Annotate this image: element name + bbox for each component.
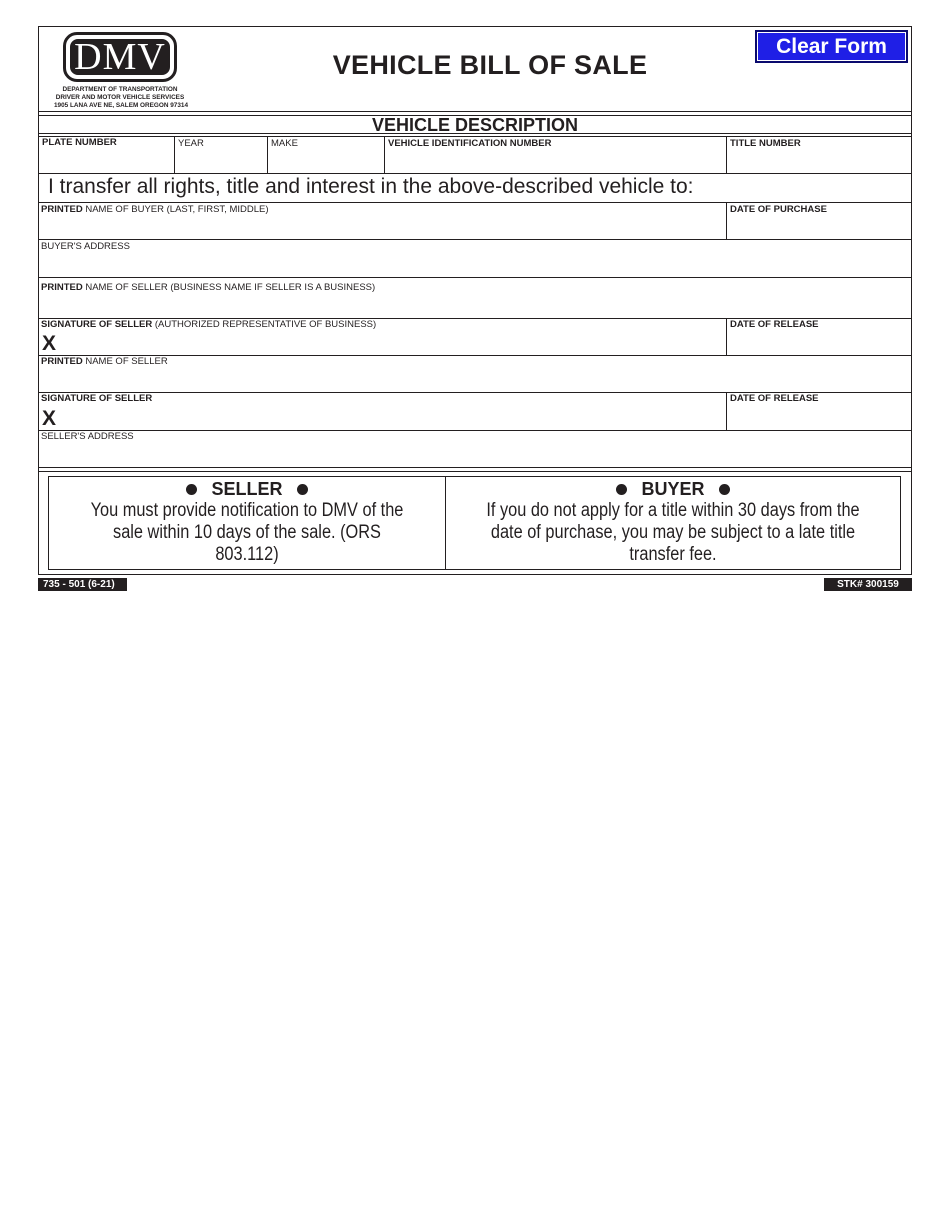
vin-label: VEHICLE IDENTIFICATION NUMBER	[388, 138, 552, 149]
seller-notice-text: You must provide notification to DMV of the sale within 10 days of the sale. (ORS 803.112)	[90, 500, 404, 565]
agency-division: DRIVER AND MOTOR VEHICLE SERVICES	[55, 94, 185, 101]
notice-top-divider	[38, 471, 912, 472]
year-label: YEAR	[178, 138, 204, 149]
buyer-notice-heading	[450, 478, 896, 500]
buyer-name-field[interactable]	[39, 215, 725, 238]
bullet-icon	[719, 484, 730, 495]
title-number-label: TITLE NUMBER	[730, 138, 801, 149]
seller-address-row-bottom	[38, 467, 912, 468]
header-divider	[38, 111, 912, 112]
signature-2-x-mark: X	[42, 407, 57, 430]
date-of-release-2-field[interactable]	[727, 404, 911, 429]
transfer-statement: I transfer all rights, title and interest in the above-described vehicle to:	[48, 175, 694, 198]
date-of-release-2-label: DATE OF RELEASE	[730, 393, 819, 404]
vehicle-row-bottom	[38, 173, 912, 174]
bullet-icon	[616, 484, 627, 495]
stock-number: STK# 300159	[824, 578, 912, 591]
seller-printed-name-label: PRINTED NAME OF SELLER	[41, 356, 168, 367]
seller-signature-2-label: SIGNATURE OF SELLER	[41, 393, 153, 404]
buyer-name-row-bottom	[38, 239, 912, 240]
seller-address-label: SELLER'S ADDRESS	[41, 431, 134, 442]
seller-sig1-row-bottom	[38, 355, 912, 356]
make-field[interactable]	[268, 148, 383, 172]
seller-notice-title: SELLER	[211, 478, 283, 499]
buyer-address-row-bottom	[38, 277, 912, 278]
clear-form-button[interactable]: Clear Form	[755, 30, 908, 63]
seller-notice	[52, 478, 442, 566]
seller-business-name-field[interactable]	[39, 293, 911, 317]
buyer-notice	[450, 478, 896, 566]
title-number-field[interactable]	[727, 148, 911, 172]
date-of-purchase-field[interactable]	[727, 215, 911, 238]
buyer-address-field[interactable]	[39, 252, 911, 276]
notice-divider	[445, 476, 446, 570]
agency-name: DEPARTMENT OF TRANSPORTATION	[62, 86, 178, 93]
date-of-purchase-label: DATE OF PURCHASE	[730, 204, 827, 215]
seller-business-name-label: PRINTED NAME OF SELLER (BUSINESS NAME IF SELLER IS A BUSINESS)	[41, 282, 376, 293]
seller-printed-name-field[interactable]	[39, 367, 911, 391]
buyer-notice-title: BUYER	[641, 478, 705, 499]
buyer-notice-text: If you do not apply for a title within 30 days from the date of purchase, you may be subject to a late title transfer fee.	[486, 500, 860, 565]
transfer-row-bottom	[38, 202, 912, 203]
date-of-release-field[interactable]	[727, 330, 911, 354]
vehicle-description-title: VEHICLE DESCRIPTION	[371, 115, 579, 135]
plate-number-field[interactable]	[39, 148, 173, 172]
plate-number-label: PLATE NUMBER	[42, 137, 117, 148]
bullet-icon	[186, 484, 197, 495]
vehicle-title-divider-inner	[38, 136, 912, 137]
form-title: VEHICLE BILL OF SALE	[332, 50, 648, 80]
seller-sig2-row-bottom	[38, 430, 912, 431]
vin-field[interactable]	[385, 148, 725, 172]
buyer-name-label: PRINTED NAME OF BUYER (LAST, FIRST, MIDDLE)	[41, 204, 269, 215]
signature-x-mark: X	[42, 332, 57, 355]
make-label: MAKE	[271, 138, 298, 149]
bullet-icon	[297, 484, 308, 495]
form-number: 735 - 501 (6-21)	[38, 578, 127, 591]
date-of-release-label: DATE OF RELEASE	[730, 319, 819, 330]
seller-address-field[interactable]	[39, 442, 911, 466]
agency-logo-block	[54, 32, 189, 110]
seller-signature-label: SIGNATURE OF SELLER (AUTHORIZED REPRESENTATIVE OF BUSINESS)	[41, 319, 377, 330]
dmv-logo-text: DMV	[68, 37, 172, 77]
dmv-logo	[63, 32, 177, 82]
year-field[interactable]	[175, 148, 266, 172]
seller-notice-heading	[52, 478, 442, 500]
agency-address: 1905 LANA AVE NE, SALEM OREGON 97314	[54, 102, 189, 109]
buyer-address-label: BUYER'S ADDRESS	[41, 241, 130, 252]
